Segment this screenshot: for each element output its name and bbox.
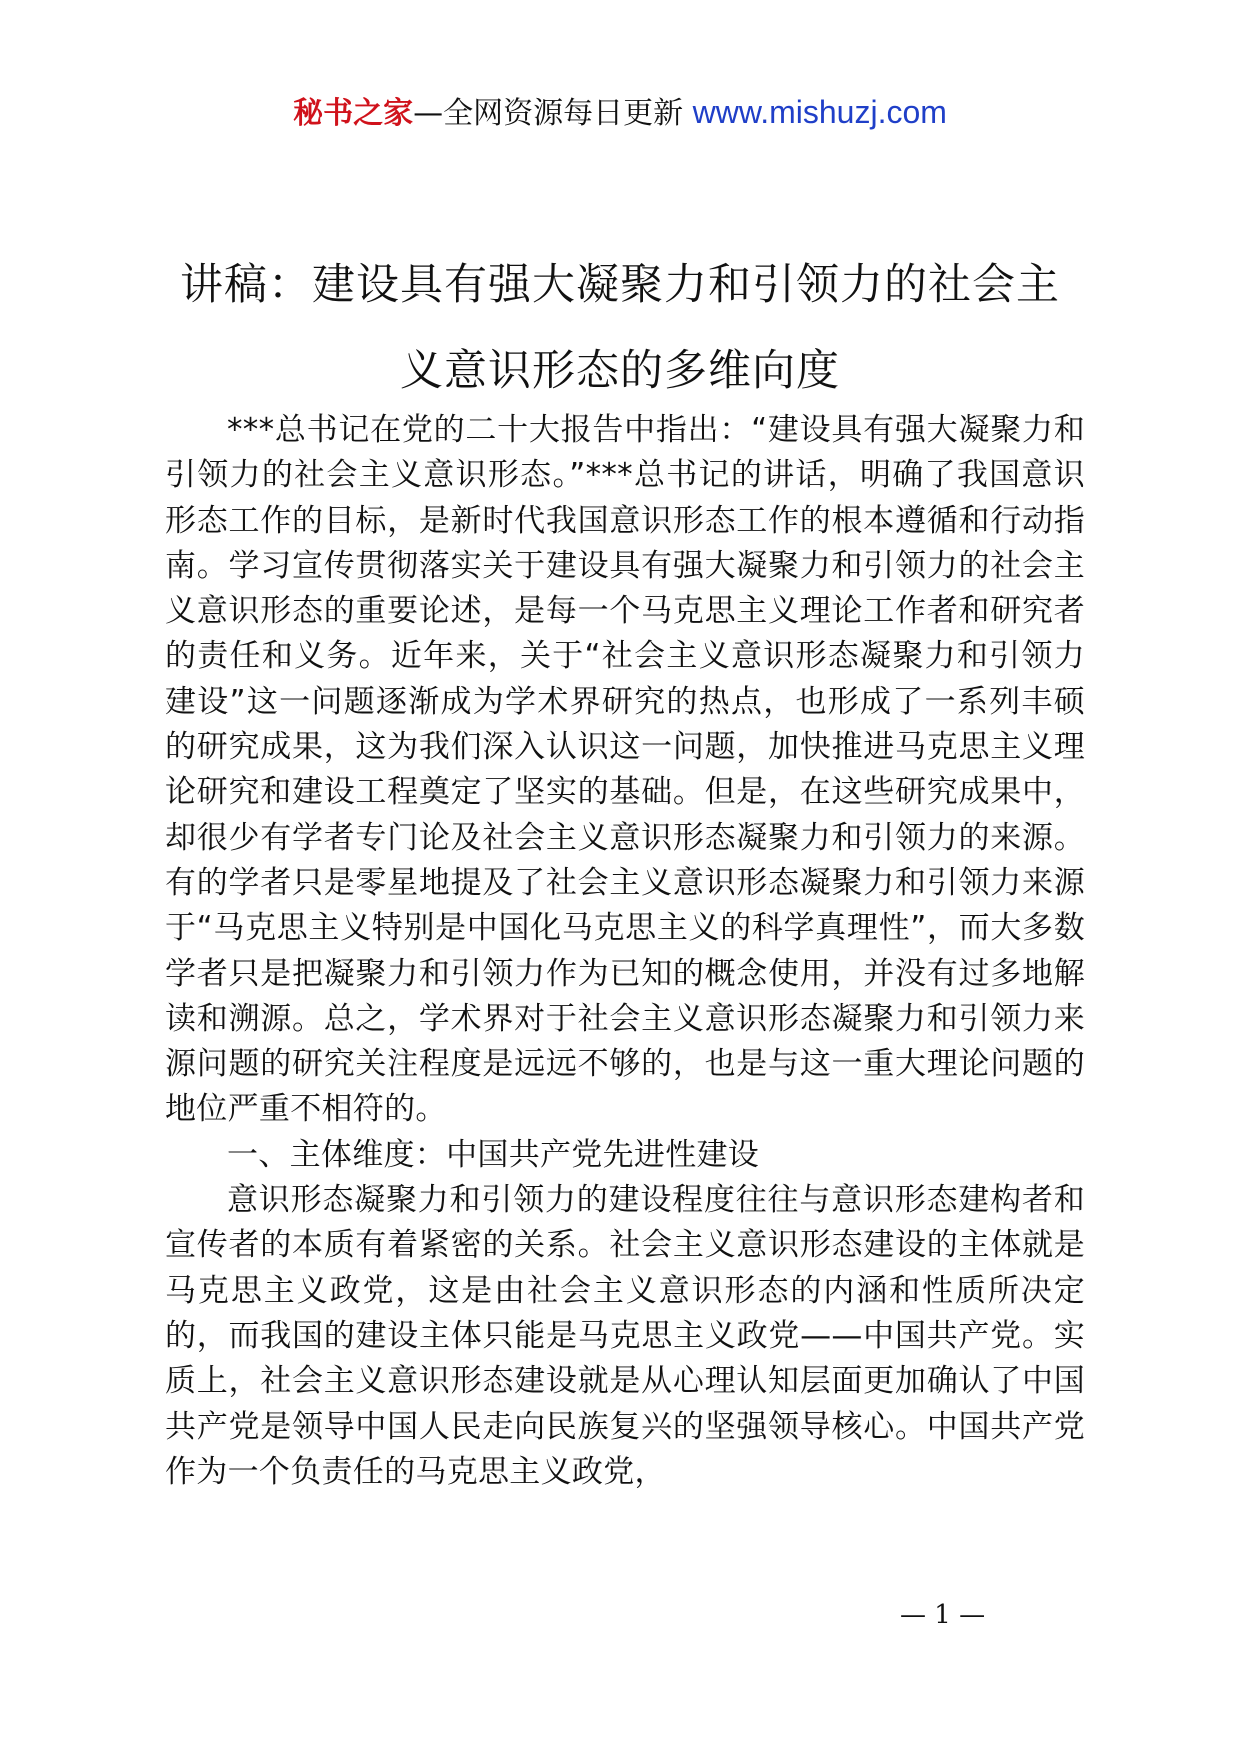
site-brand: 秘书之家 <box>293 96 414 131</box>
site-header <box>0 92 1240 134</box>
section-paragraph: 意识形态凝聚力和引领力的建设程度往往与意识形态建构者和宣传者的本质有着紧密的关系。社会主义意识形态建设的主体就是马克思主义政党，这是由社会主义意识形态的内涵和性质所决定的，而我国的建设主体只能是马克思主义政党——中国共产党。实质上，社会主义意识形态建设就是从心理认知层面更加确认了中国共产党是领导中国人民走向民族复兴的坚强领导核心。中国共产党作为一个负责任的马克思主义政党， <box>165 1182 1085 1490</box>
page-number: — 1 — <box>900 1600 986 1630</box>
site-tagline: —全网资源每日更新 <box>413 96 684 131</box>
document-title: 讲稿：建设具有强大凝聚力和引领力的社会主义意识形态的多维向度 <box>180 260 1060 396</box>
intro-paragraph: ***总书记在党的二十大报告中指出：“建设具有强大凝聚力和引领力的社会主义意识形态。”***总书记的讲话，明确了我国意识形态工作的目标，是新时代我国意识形态工作的根本遵循和行动指南。学习宣传贯彻落实关于建设具有强大凝聚力和引领力的社会主义意识形态的重要论述，是每一个马克思主义理论工作者和研究者的责任和义务。近年来，关于“社会主义意识形态凝聚力和引领力建设”这一问题逐渐成为学术界研究的热点，也形成了一系列丰硕的研究成果，这为我们深入认识这一问题，加快推进马克思主义理论研究和建设工程奠定了坚实的基础。但是，在这些研究成果中，却很少有学者专门论及社会主义意识形态凝聚力和引领力的来源。有的学者只是零星地提及了社会主义意识形态凝聚力和引领力来源于“马克思主义特别是中国化马克思主义的科学真理性”，而大多数学者只是把凝聚力和引领力作为已知的概念使用，并没有过多地解读和溯源。总之，学术界对于社会主义意识形态凝聚力和引领力来源问题的研究关注程度是远远不够的，也是与这一重大理论问题的地位严重不相符的。 <box>165 412 1085 1128</box>
document-body <box>165 408 1085 1495</box>
site-url-link[interactable]: www.mishuzj.com <box>692 94 947 130</box>
section-heading: 一、主体维度：中国共产党先进性建设 <box>227 1136 760 1173</box>
